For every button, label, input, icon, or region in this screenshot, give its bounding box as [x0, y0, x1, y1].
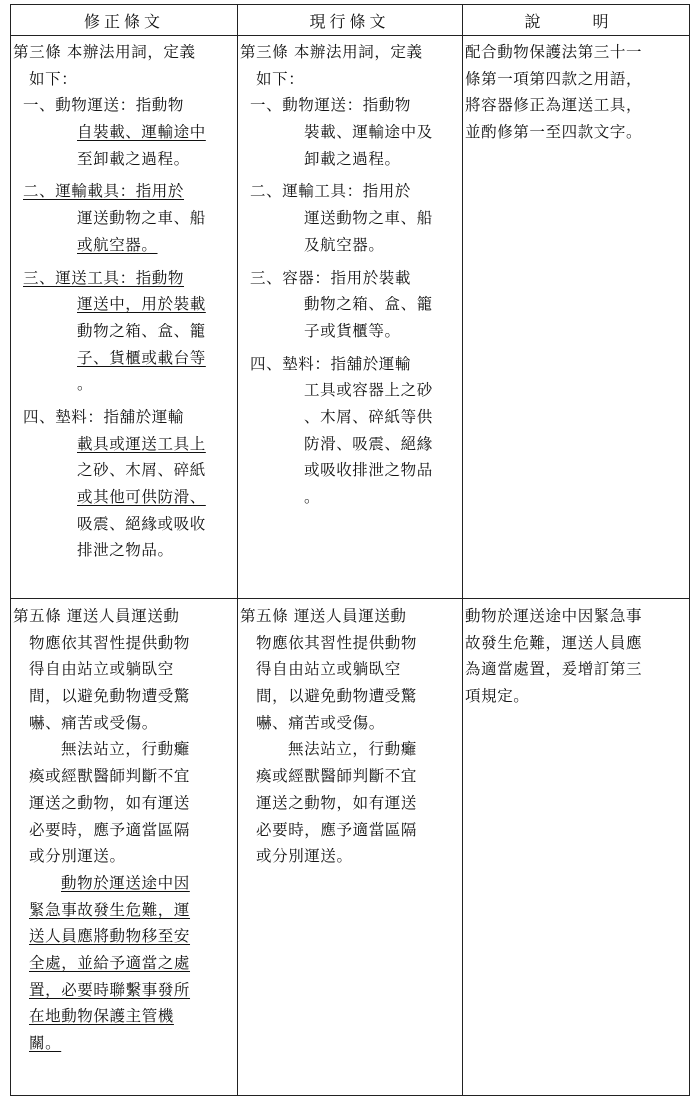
paragraph-line: 動物於運送途中因: [61, 873, 190, 892]
paragraph-line: 物應依其習性提供動物: [29, 633, 191, 652]
item-line: 。: [304, 488, 321, 506]
item-line: 之砂、木屑、碎紙: [77, 461, 206, 480]
item-line: 運送中，用於裝載: [77, 295, 206, 314]
explanation-line: 並酌修第一至四款文字。: [465, 123, 643, 142]
column-divider: [237, 5, 238, 1095]
item-line: 一、動物運送：指動物: [23, 96, 185, 115]
item-line: 、木屑、碎紙等供: [304, 407, 433, 426]
item-line: 卸載之過程。: [304, 149, 401, 168]
item-line: 或航空器。: [77, 235, 158, 254]
item-line: 或其他可供防滑、: [77, 488, 206, 506]
paragraph-line: 間，以避免動物遭受驚: [256, 687, 418, 706]
item-line: 至卸載之過程。: [77, 149, 190, 168]
explanation-line: 項規定。: [465, 687, 530, 706]
paragraph-line: 物應依其習性提供動物: [256, 633, 418, 652]
item-line: 自裝載、運輸途中: [77, 123, 206, 142]
comparison-table: [10, 4, 690, 1096]
paragraph-line: 瘓或經獸醫師判斷不宜: [29, 767, 191, 786]
item-line: 工具或容器上之砂: [304, 381, 433, 400]
header-current: 現行條文: [309, 11, 390, 31]
item-line: 及航空器。: [304, 235, 385, 254]
paragraph-line: 嚇、痛苦或受傷。: [29, 713, 158, 732]
article3-amended-title: 第三條 本辦法用詞，定義: [13, 43, 196, 61]
article5-current-cell: [240, 603, 462, 870]
item-line: 。: [77, 375, 94, 394]
article3-current-title: 如下：: [256, 69, 305, 88]
item-line: 子或貨櫃等。: [304, 321, 401, 340]
row-divider: [11, 598, 689, 599]
article3-amended-cell: [13, 39, 237, 564]
paragraph-line: 無法站立，行動癱: [61, 740, 190, 759]
paragraph-line: 緊急事故發生危難，運: [29, 900, 191, 919]
explanation-line: 將容器修正為運送工具，: [465, 96, 643, 115]
article3-explanation-cell: [465, 39, 689, 146]
item-line: 三、運送工具：指動物: [23, 268, 185, 287]
item-line: 動物之箱、盒、籠: [77, 321, 206, 340]
header-explanation: 說 明: [524, 11, 627, 31]
item-line: 運送動物之車、船: [304, 209, 433, 228]
explanation-line: 故發生危難，運送人員應: [465, 633, 643, 652]
item-line: 防滑、吸震、絕緣: [304, 434, 433, 453]
paragraph-line: 在地動物保護主管機: [29, 1007, 174, 1026]
paragraph-line: 全處，並給予適當之處: [29, 953, 191, 972]
item-line: 動物之箱、盒、籠: [304, 295, 433, 314]
item-line: 一、動物運送：指動物: [250, 96, 412, 115]
paragraph-line: 瘓或經獸醫師判斷不宜: [256, 767, 418, 786]
paragraph-line: 得自由站立或躺臥空: [29, 660, 174, 679]
paragraph-line: 運送之動物，如有運送: [256, 793, 418, 812]
item-line: 排泄之物品。: [77, 541, 174, 560]
item-line: 載具或運送工具上: [77, 434, 206, 453]
item-line: 二、運輸載具：指用於: [23, 182, 185, 201]
article3-current-title: 第三條 本辦法用詞，定義: [240, 43, 423, 61]
item-line: 子、貨櫃或載台等: [77, 348, 206, 367]
paragraph-line: 運送之動物，如有運送: [29, 793, 191, 812]
paragraph-line: 送人員應將動物移至安: [29, 927, 191, 946]
item-line: 四、墊料：指舖於運輸: [23, 407, 185, 426]
paragraph-line: 第五條 運送人員運送動: [13, 607, 180, 625]
paragraph-line: 或分別運送。: [256, 847, 353, 866]
header-amended: 修正條文: [83, 11, 164, 31]
paragraph-line: 無法站立，行動癱: [288, 740, 417, 759]
paragraph-line: 必要時，應予適當區隔: [256, 820, 418, 839]
paragraph-line: 關。: [29, 1034, 62, 1052]
article5-explanation-cell: [465, 603, 689, 710]
explanation-line: 條第一項第四款之用語，: [465, 69, 643, 88]
paragraph-line: 第五條 運送人員運送動: [240, 607, 407, 625]
item-line: 四、墊料：指舖於運輸: [250, 354, 412, 373]
article3-current-cell: [240, 39, 462, 511]
item-line: 或吸收排泄之物品: [304, 461, 433, 480]
item-line: 運送動物之車、船: [77, 209, 206, 228]
header-divider: [11, 35, 689, 36]
paragraph-line: 嚇、痛苦或受傷。: [256, 713, 385, 732]
article5-amended-cell: [13, 603, 237, 1057]
explanation-line: 動物於運送途中因緊急事: [465, 607, 643, 625]
item-line: 裝載、運輸途中及: [304, 123, 433, 142]
column-divider: [462, 5, 463, 1095]
paragraph-line: 必要時，應予適當區隔: [29, 820, 191, 839]
explanation-line: 為適當處置，爰增訂第三: [465, 660, 643, 679]
article3-amended-title: 如下：: [29, 69, 78, 88]
item-line: 吸震、絕緣或吸收: [77, 514, 206, 533]
paragraph-line: 置，必要時聯繫事發所: [29, 980, 191, 999]
item-line: 二、運輸工具：指用於: [250, 182, 412, 201]
paragraph-line: 得自由站立或躺臥空: [256, 660, 401, 679]
paragraph-line: 或分別運送。: [29, 847, 126, 866]
paragraph-line: 間，以避免動物遭受驚: [29, 687, 191, 706]
item-line: 三、容器：指用於裝載: [250, 268, 412, 287]
explanation-line: 配合動物保護法第三十一: [465, 43, 643, 61]
